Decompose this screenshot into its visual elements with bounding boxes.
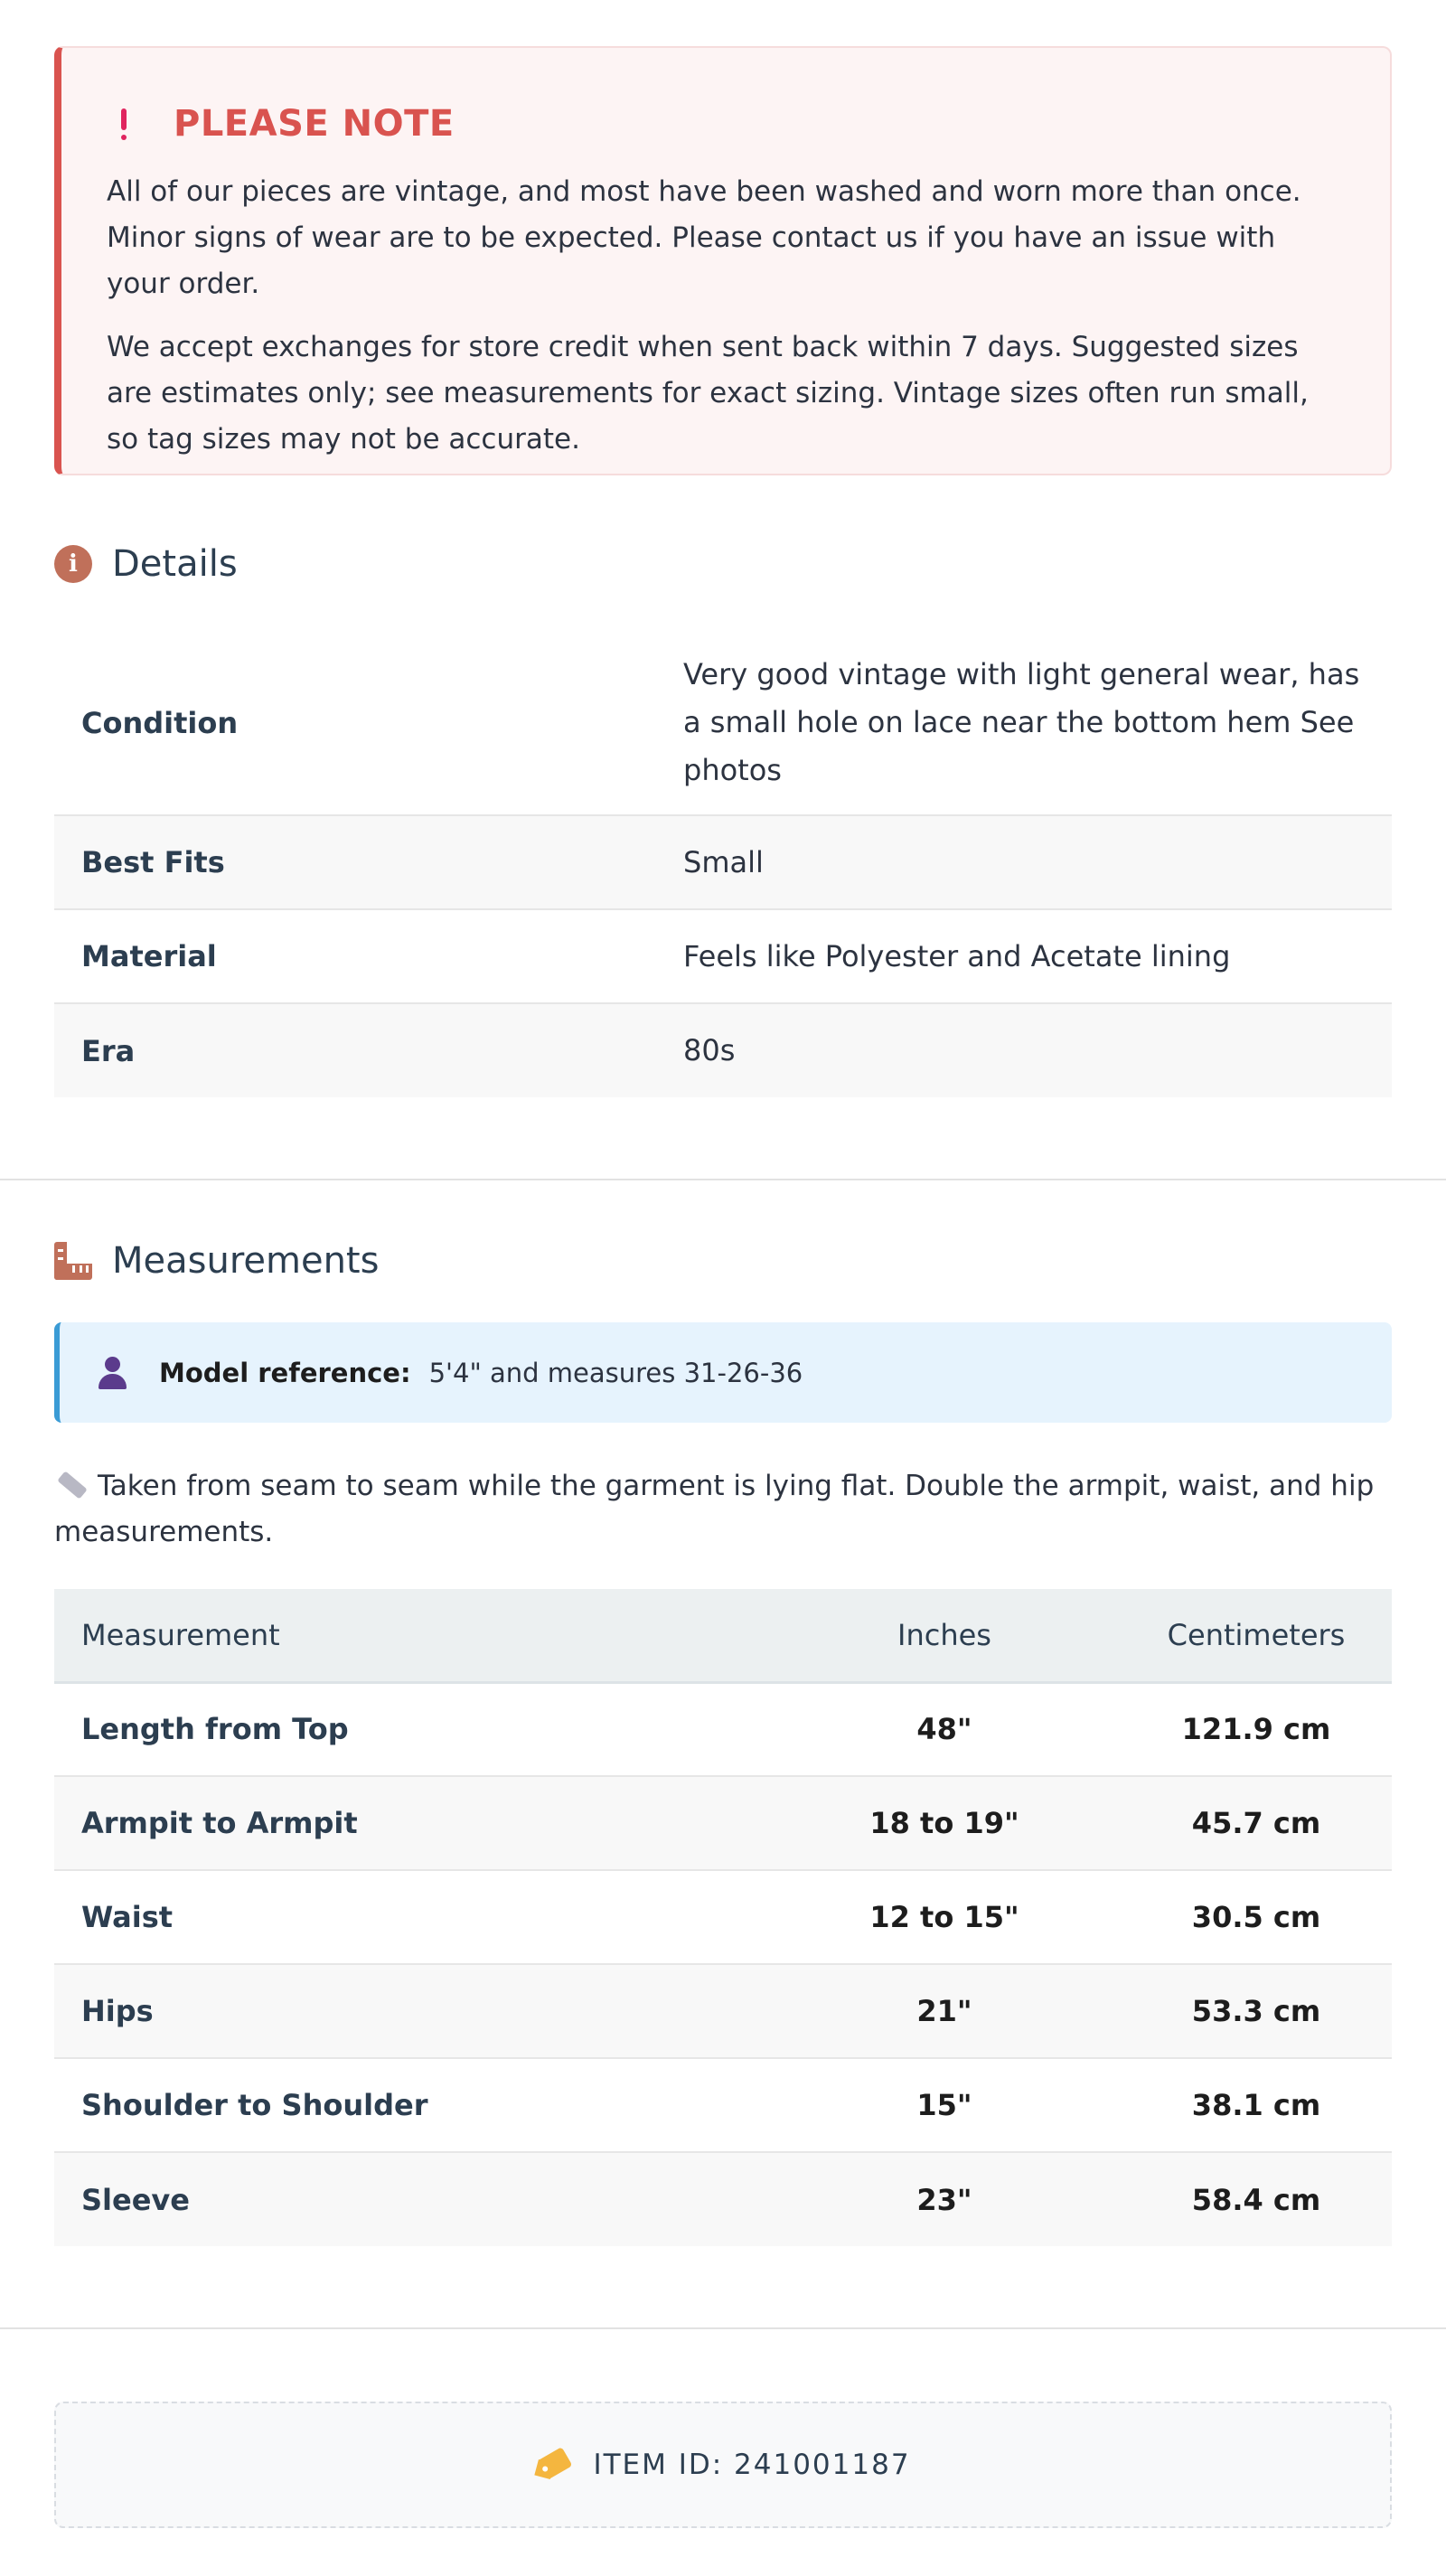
measurement-cm: 45.7 cm: [1121, 1776, 1392, 1870]
details-row: [54, 815, 1392, 909]
measurement-inches: 12 to 15": [768, 1870, 1121, 1964]
details-value: Very good vintage with light general wear, has a small hole on lace near the bottom hem See photos: [683, 657, 1360, 787]
measurement-name: Armpit to Armpit: [54, 1776, 768, 1870]
measurement-inches: 23": [768, 2152, 1121, 2246]
item-id-box: [54, 2402, 1392, 2528]
section-divider: [0, 1179, 1446, 1180]
measurement-row: [54, 2152, 1392, 2246]
measurements-header-row: [54, 1589, 1392, 1682]
ruler-icon: [54, 1242, 92, 1280]
item-id-text: ITEM ID: 241001187: [593, 2449, 911, 2481]
exclamation-icon: [107, 108, 141, 140]
measurement-row: [54, 1776, 1392, 1870]
details-label: Era: [81, 1033, 136, 1068]
measurement-instructions-text: Taken from seam to seam while the garment is lying flat. Double the armpit, waist, and hip measurements.: [54, 1470, 1375, 1548]
info-icon: i: [54, 545, 92, 583]
model-reference-box: [54, 1322, 1392, 1423]
person-icon: [94, 1355, 130, 1391]
note-paragraph-1: All of our pieces are vintage, and most have been washed and worn more than once. Minor signs of wear are to be expected. Please contact us if you have an issue with your order.: [107, 175, 1301, 300]
straight-ruler-icon: [57, 1471, 88, 1499]
column-header-centimeters: Centimeters: [1121, 1589, 1392, 1682]
measurement-cm: 38.1 cm: [1121, 2058, 1392, 2152]
measurement-inches: 48": [768, 1682, 1121, 1776]
measurement-name: Sleeve: [54, 2152, 768, 2246]
measurements-title: Measurements: [112, 1240, 380, 1282]
note-header: [107, 99, 1345, 149]
measurement-name: Waist: [54, 1870, 768, 1964]
measurement-cm: 30.5 cm: [1121, 1870, 1392, 1964]
model-reference-label: Model reference:: [159, 1357, 411, 1388]
tag-icon: [532, 2447, 573, 2483]
measurement-row: [54, 1682, 1392, 1776]
measurement-row: [54, 2058, 1392, 2152]
details-value: Feels like Polyester and Acetate lining: [683, 938, 1231, 973]
measurement-cm: 58.4 cm: [1121, 2152, 1392, 2246]
measurement-name: Length from Top: [54, 1682, 768, 1776]
details-label: Best Fits: [81, 845, 225, 879]
measurement-inches: 15": [768, 2058, 1121, 2152]
measurement-name: Shoulder to Shoulder: [54, 2058, 768, 2152]
column-header-inches: Inches: [768, 1589, 1121, 1682]
model-reference-value: 5'4" and measures 31-26-36: [428, 1357, 803, 1388]
measurement-inches: 21": [768, 1964, 1121, 2058]
details-heading: [54, 543, 238, 585]
details-label: Material: [81, 939, 217, 973]
measurements-heading: [54, 1240, 379, 1282]
measurement-cm: 121.9 cm: [1121, 1682, 1392, 1776]
note-paragraph-2: We accept exchanges for store credit when sent back within 7 days. Suggested sizes are estimates only; see measurements for exact sizing. Vintage sizes often run small, so tag sizes may not be accurate.: [107, 331, 1309, 456]
details-value: Small: [683, 844, 764, 879]
details-table: [54, 631, 1392, 1097]
please-note-box: [54, 46, 1392, 475]
measurement-instructions: [54, 1463, 1392, 1556]
measurement-cm: 53.3 cm: [1121, 1964, 1392, 2058]
details-label: Condition: [81, 705, 239, 740]
section-divider: [0, 2327, 1446, 2329]
measurement-row: [54, 1964, 1392, 2058]
measurement-inches: 18 to 19": [768, 1776, 1121, 1870]
measurements-table: [54, 1589, 1392, 2246]
details-value: 80s: [683, 1033, 736, 1067]
column-header-measurement: Measurement: [54, 1589, 768, 1682]
details-row: [54, 631, 1392, 815]
details-row: [54, 909, 1392, 1003]
note-title: PLEASE NOTE: [174, 103, 455, 145]
measurement-row: [54, 1870, 1392, 1964]
measurement-name: Hips: [54, 1964, 768, 2058]
details-row: [54, 1003, 1392, 1097]
details-title: Details: [112, 543, 238, 585]
